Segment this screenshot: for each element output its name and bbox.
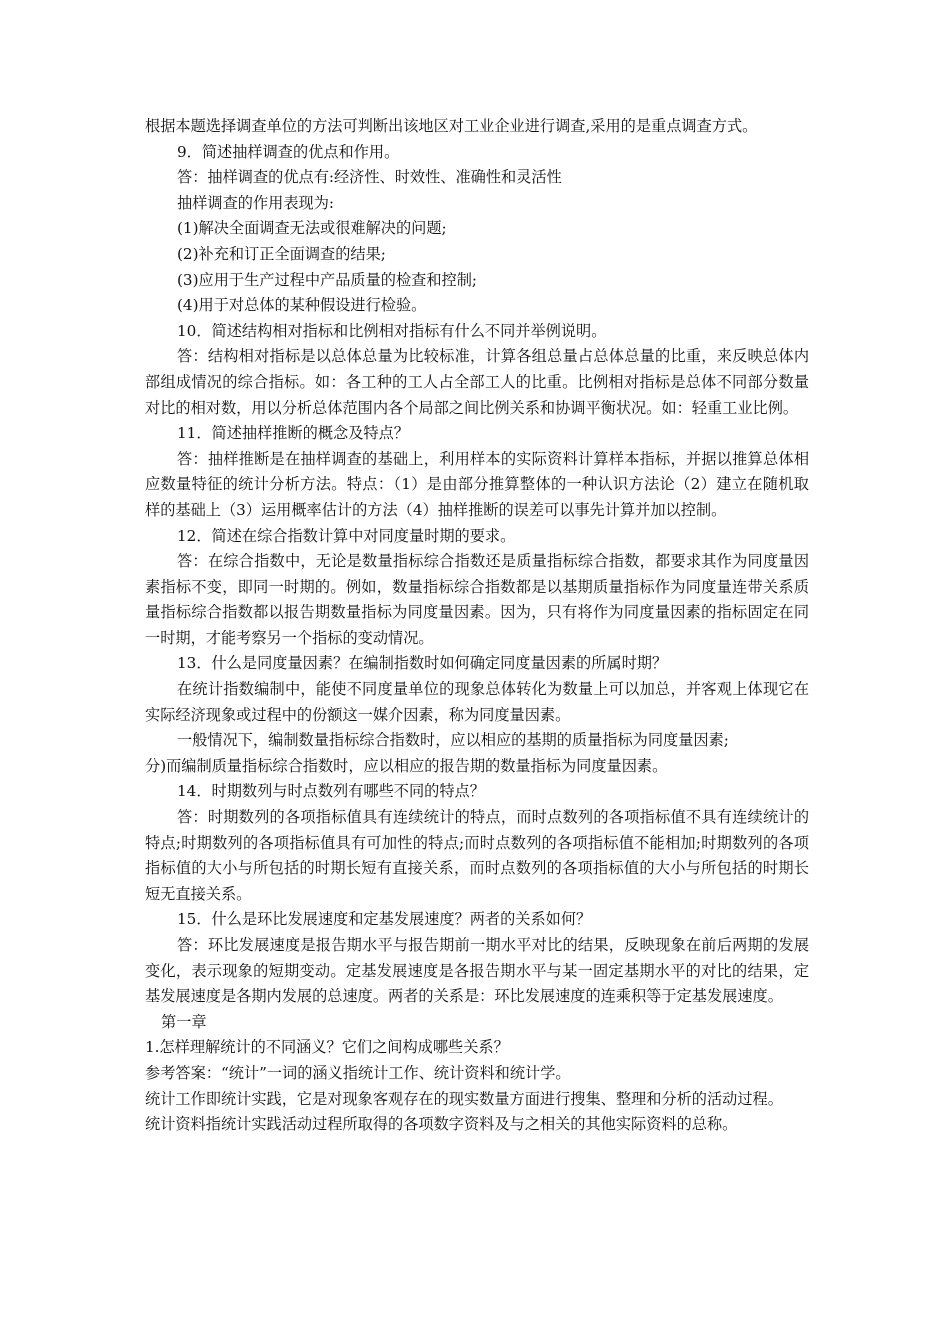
- answer-11: 答：抽样推断是在抽样调查的基础上，利用样本的实际资料计算样本指标，并据以推算总体相应数量特征的统计分析方法。特点：（1）是由部分推算整体的一种认识方法论（2）建立在随机取样的基础上（3）运用概率估计的方法（4）抽样推断的误差可以事先计算并加以控制。: [145, 449, 809, 519]
- question-10: 10．简述结构相对指标和比例相对指标有什么不同并举例说明。: [177, 321, 607, 340]
- answer-9-item-2: (2)补充和订正全面调查的结果;: [177, 244, 386, 263]
- answer-9-role-heading: 抽样调查的作用表现为:: [177, 193, 334, 212]
- answer-13-part-1: 在统计指数编制中，能使不同度量单位的现象总体转化为数量上可以加总，并客观上体现它在实际经济现象或过程中的份额这一媒介因素，称为同度量因素。: [145, 680, 809, 724]
- question-11: 11．简述抽样推断的概念及特点？: [177, 424, 409, 443]
- question-13: 13．什么是同度量因素？在编制指数时如何确定同度量因素的所属时期？: [177, 654, 668, 673]
- answer-9-item-3: (3)应用于生产过程中产品质量的检查和控制;: [177, 270, 478, 289]
- chapter-heading: 第一章: [161, 1012, 207, 1031]
- statistical-data-definition: 统计资料指统计实践活动过程所取得的各项数字资料及与之相关的其他实际资料的总称。: [145, 1115, 738, 1134]
- paragraph-intro: 根据本题选择调查单位的方法可判断出该地区对工业企业进行调查,采用的是重点调查方式。: [145, 117, 758, 135]
- answer-12: 答：在综合指数中，无论是数量指标综合指数还是质量指标综合指数，都要求其作为同度量因素指标不变，即同一时期的。例如，数量指标综合指数都是以基期质量指标作为同度量连带关系质量指标综合指数都以报告期数量指标为同度量因素。因为，只有将作为同度量因素的指标固定在同一时期，才能考察另一个指标的变动情况。: [145, 552, 809, 647]
- answer-9-item-1: (1)解决全面调查无法或很难解决的问题;: [177, 219, 447, 238]
- answer-15: 答：环比发展速度是报告期水平与报告期前一期水平对比的结果，反映现象在前后两期的发展变化，表示现象的短期变动。定基发展速度是各报告期水平与某一固定基期水平的对比的结果，定基发展速度是各期内发展的总速度。两者的关系是：环比发展速度的连乘积等于定基发展速度。: [145, 936, 809, 1006]
- chapter-question-1: 1.怎样理解统计的不同涵义？它们之间构成哪些关系？: [145, 1038, 509, 1057]
- answer-9: 答：抽样调查的优点有:经济性、时效性、准确性和灵活性: [177, 168, 562, 187]
- statistical-work-definition: 统计工作即统计实践，它是对现象客观存在的现实数量方面进行搜集、整理和分析的活动过程。: [145, 1089, 783, 1108]
- answer-13-part-2: 一般情况下，编制数量指标综合指数时，应以相应的基期的质量指标为同度量因素;: [177, 731, 729, 750]
- answer-13-part-3: 分)而编制质量指标综合指数时，应以相应的报告期的数量指标为同度量因素。: [145, 756, 668, 775]
- question-14: 14．时期数列与时点数列有哪些不同的特点？: [177, 782, 485, 801]
- question-12: 12．简述在综合指数计算中对同度量时期的要求。: [177, 526, 516, 545]
- answer-14: 答：时期数列的各项指标值具有连续统计的特点，而时点数列的各项指标值不具有连续统计的特点;时期数列的各项指标值具有可加性的特点;而时点数列的各项指标值不能相加;时期数列的各项指标值的大小与所包括的时期长短有直接关系，而时点数列的各项指标值的大小与所包括的时期长短无直接关系。: [145, 808, 809, 903]
- reference-answer: 参考答案：“统计”一词的涵义指统计工作、统计资料和统计学。: [145, 1063, 571, 1082]
- question-9: 9．简述抽样调查的优点和作用。: [177, 142, 400, 161]
- question-15: 15．什么是环比发展速度和定基发展速度？两者的关系如何？: [177, 910, 592, 929]
- document-body: [145, 114, 809, 1138]
- answer-9-item-4: (4)用于对总体的某种假设进行检验。: [177, 296, 427, 315]
- answer-10: 答：结构相对指标是以总体总量为比较标准，计算各组总量占总体总量的比重，来反映总体内部组成情况的综合指标。如：各工种的工人占全部工人的比重。比例相对指标是总体不同部分数量对比的相对数，用以分析总体范围内各个局部之间比例关系和协调平衡状况。如：轻重工业比例。: [145, 347, 809, 417]
